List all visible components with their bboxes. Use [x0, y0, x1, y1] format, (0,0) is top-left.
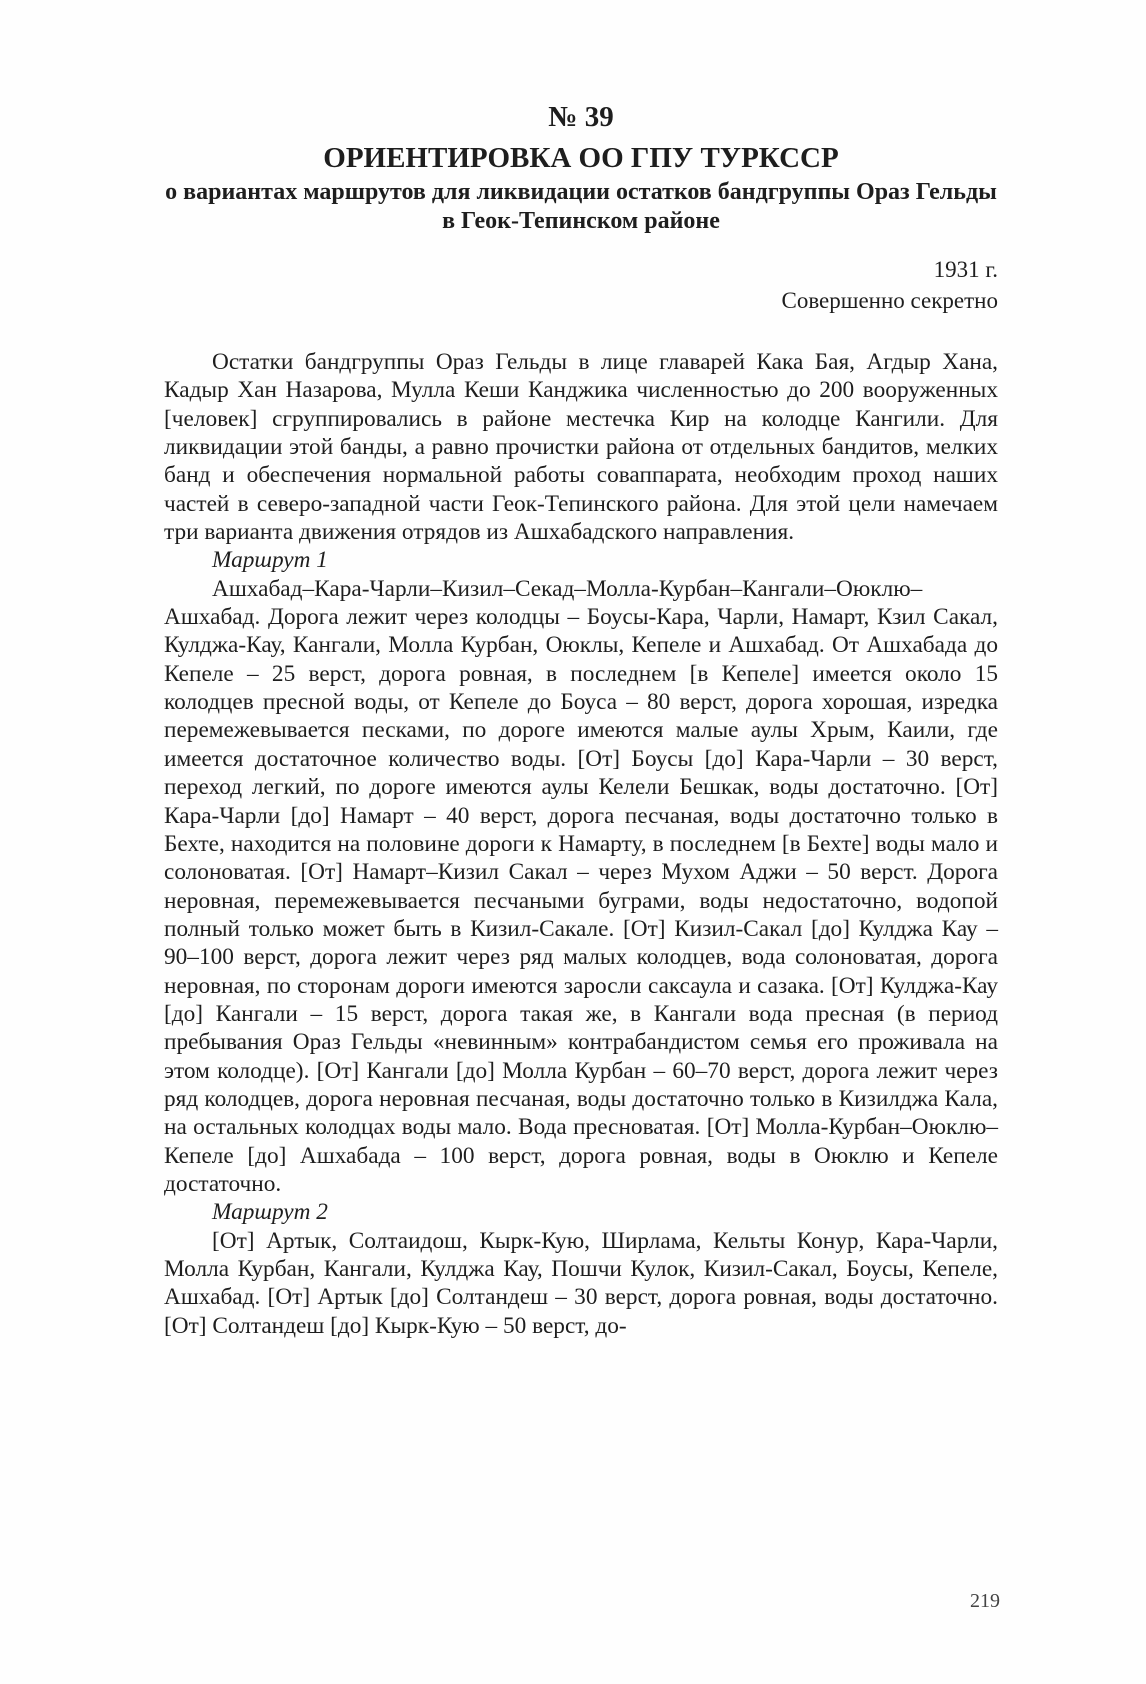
document-date: 1931 г.: [933, 257, 998, 282]
document-title: ОРИЕНТИРОВКА ОО ГПУ ТУРКССР: [323, 142, 839, 174]
document-body: [164, 348, 998, 1340]
route1-heading: Маршрут 1: [212, 547, 328, 574]
document-meta: [164, 254, 998, 316]
intro-paragraph: Остатки бандгруппы Ораз Гельды в лице главарей Кака Бая, Агдыр Хана, Кадыр Хан Назарова, Мулла Кеши Канджика численностью до 200 вооруженных [человек] сгруппировались в районе местечка Кир на колодце Кангили. Для ликвидации этой банды, а равно прочистки района от отдельных бандитов, мелких банд и обеспечения нормальной работы соваппарата, необходим проход наших частей в северо-западной части Геок-Тепинского района. Для этой цели намечаем три варианта движения отрядов из Ашхабадского направления.: [164, 349, 998, 546]
document-number: № 39: [548, 101, 614, 133]
route1-paragraph: Ашхабад–Кара-Чарли–Кизил–Секад–Молла-Курбан–Кангали–Оюклю–Ашхабад. Дорога лежит через колодцы – Боусы-Кара, Чарли, Намарт, Кзил Сакал, Кулджа-Кау, Кангали, Молла Курбан, Оюклы, Кепеле и Ашхабад. От Ашхабада до Кепеле – 25 верст, дорога ровная, в последнем [в Кепеле] имеется около 15 колодцев пресной воды, от Кепеле до Боуса – 80 верст, дорога хорошая, изредка перемежевывается песками, по дороге имеются малые аулы Хрым, Каили, где имеется достаточное количество воды. [От] Боусы [до] Кара-Чарли – 30 верст, переход легкий, по дороге имеются аулы Келели Бешкак, воды достаточно. [От] Кара-Чарли [до] Намарт – 40 верст, дорога песчаная, воды достаточно только в Бехте, находится на половине дороги к Намарту, в последнем [в Бехте] воды мало и солоноватая. [От] Намарт–Кизил Сакал – через Мухом Аджи – 50 верст. Дорога неровная, перемежевывается песчаными буграми, воды недостаточно, водопой полный только может быть в Кизил-Сакале. [От] Кизил-Сакал [до] Кулджа Кау – 90–100 верст, дорога лежит через ряд малых колодцев, вода солоноватая, дорога неровная, по сторонам дороги имеются заросли саксаула и сазака. [От] Кулджа-Кау [до] Кангали – 15 верст, дорога такая же, в Кангали вода пресная (в период пребывания Ораз Гельды «невинным» контрабандистом семья его проживала на этом колодце). [От] Кангали [до] Молла Курбан – 60–70 верст, дорога лежит через ряд колодцев, дорога неровная песчаная, воды достаточно только в Кизилджа Кала, на остальных колодцах воды мало. Вода пресноватая. [От] Молла-Курбан–Оюклю–Кепеле [до] Ашхабада – 100 верст, дорога ровная, воды в Оюклю и Кепеле достаточно.: [164, 575, 998, 1197]
document-classification: Совершенно секретно: [781, 288, 998, 313]
document-subtitle: о вариантах маршрутов для ликвидации остатков бандгруппы Ораз Гельды в Геок-Тепинском районе: [165, 179, 997, 234]
route2-paragraph: [От] Артык, Солтаидош, Кырк-Кую, Ширлама, Кельты Конур, Кара-Чарли, Молла Курбан, Кангали, Кулджа Кау, Пошчи Кулок, Кизил-Сакал, Боусы, Кепеле, Ашхабад. [От] Артык [до] Солтандеш – 30 верст, дорога ровная, воды достаточно. [От] Солтандеш [до] Кырк-Кую – 50 верст, до-: [164, 1227, 998, 1339]
page-number: 219: [970, 1590, 1000, 1612]
route2-heading: Маршрут 2: [212, 1199, 328, 1226]
page-content: [164, 90, 998, 1340]
